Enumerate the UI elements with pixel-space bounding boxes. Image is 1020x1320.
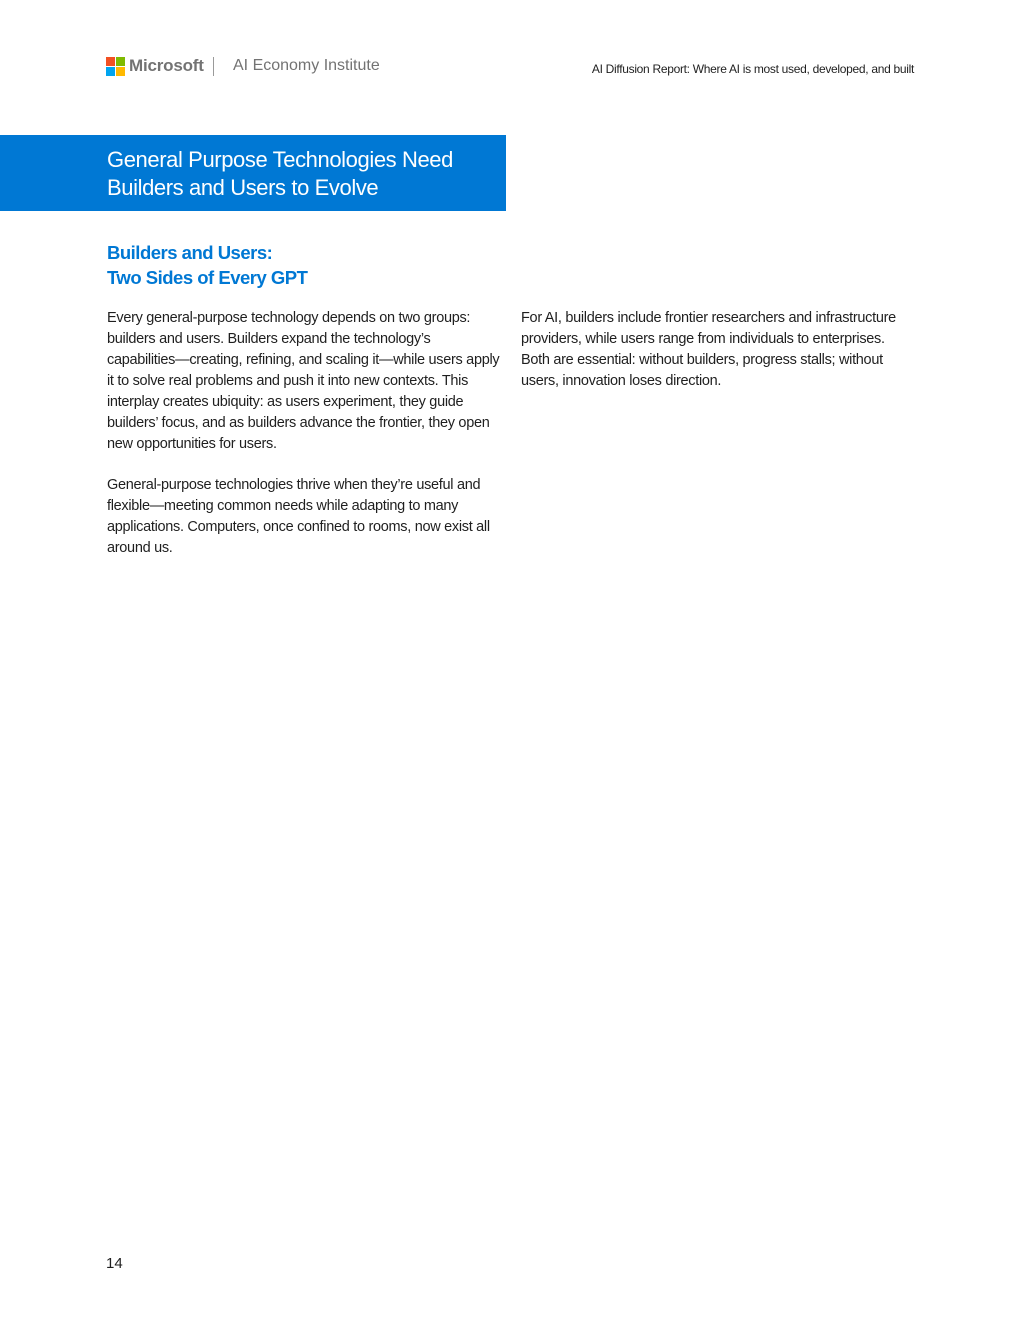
report-title: AI Diffusion Report: Where AI is most used, developed, and built bbox=[591, 62, 914, 76]
logo-yellow-square bbox=[116, 67, 125, 76]
body-column-right bbox=[521, 308, 916, 412]
logo-blue-square bbox=[106, 67, 115, 76]
page-header bbox=[106, 55, 914, 79]
logo-red-square bbox=[106, 57, 115, 66]
brand-wordmark: Microsoft bbox=[129, 56, 204, 75]
header-divider bbox=[213, 57, 214, 76]
body-paragraph: General-purpose technologies thrive when they’re useful and flexible—meeting common needs while adapting to many applications. Computers, once confined to rooms, now exist all around us. bbox=[107, 477, 490, 556]
logo-green-square bbox=[116, 57, 125, 66]
body-paragraph: For AI, builders include frontier researchers and infrastructure providers, while users range from individuals to enterprises. Both are essential: without builders, progress stalls; without users, innovation loses direction. bbox=[521, 310, 896, 389]
page-title: General Purpose Technologies Need Builders and Users to Evolve bbox=[107, 147, 453, 200]
body-column-left bbox=[107, 308, 502, 579]
microsoft-logo-icon bbox=[106, 57, 126, 77]
body-paragraph: Every general-purpose technology depends on two groups: builders and users. Builders expand the technology’s capabilities—creating, refining, and scaling it—while users apply it to solve real problems and push it into new contexts. This interplay creates ubiquity: as users experiment, they guide builders’ focus, and as builders advance the frontier, they open new opportunities for users. bbox=[107, 310, 500, 452]
section-heading-line-1: Builders and Users: bbox=[107, 242, 273, 263]
section-heading-line-2: Two Sides of Every GPT bbox=[107, 267, 308, 288]
section-heading bbox=[107, 240, 307, 290]
institute-name: AI Economy Institute bbox=[233, 57, 380, 74]
page-number: 14 bbox=[106, 1255, 123, 1272]
